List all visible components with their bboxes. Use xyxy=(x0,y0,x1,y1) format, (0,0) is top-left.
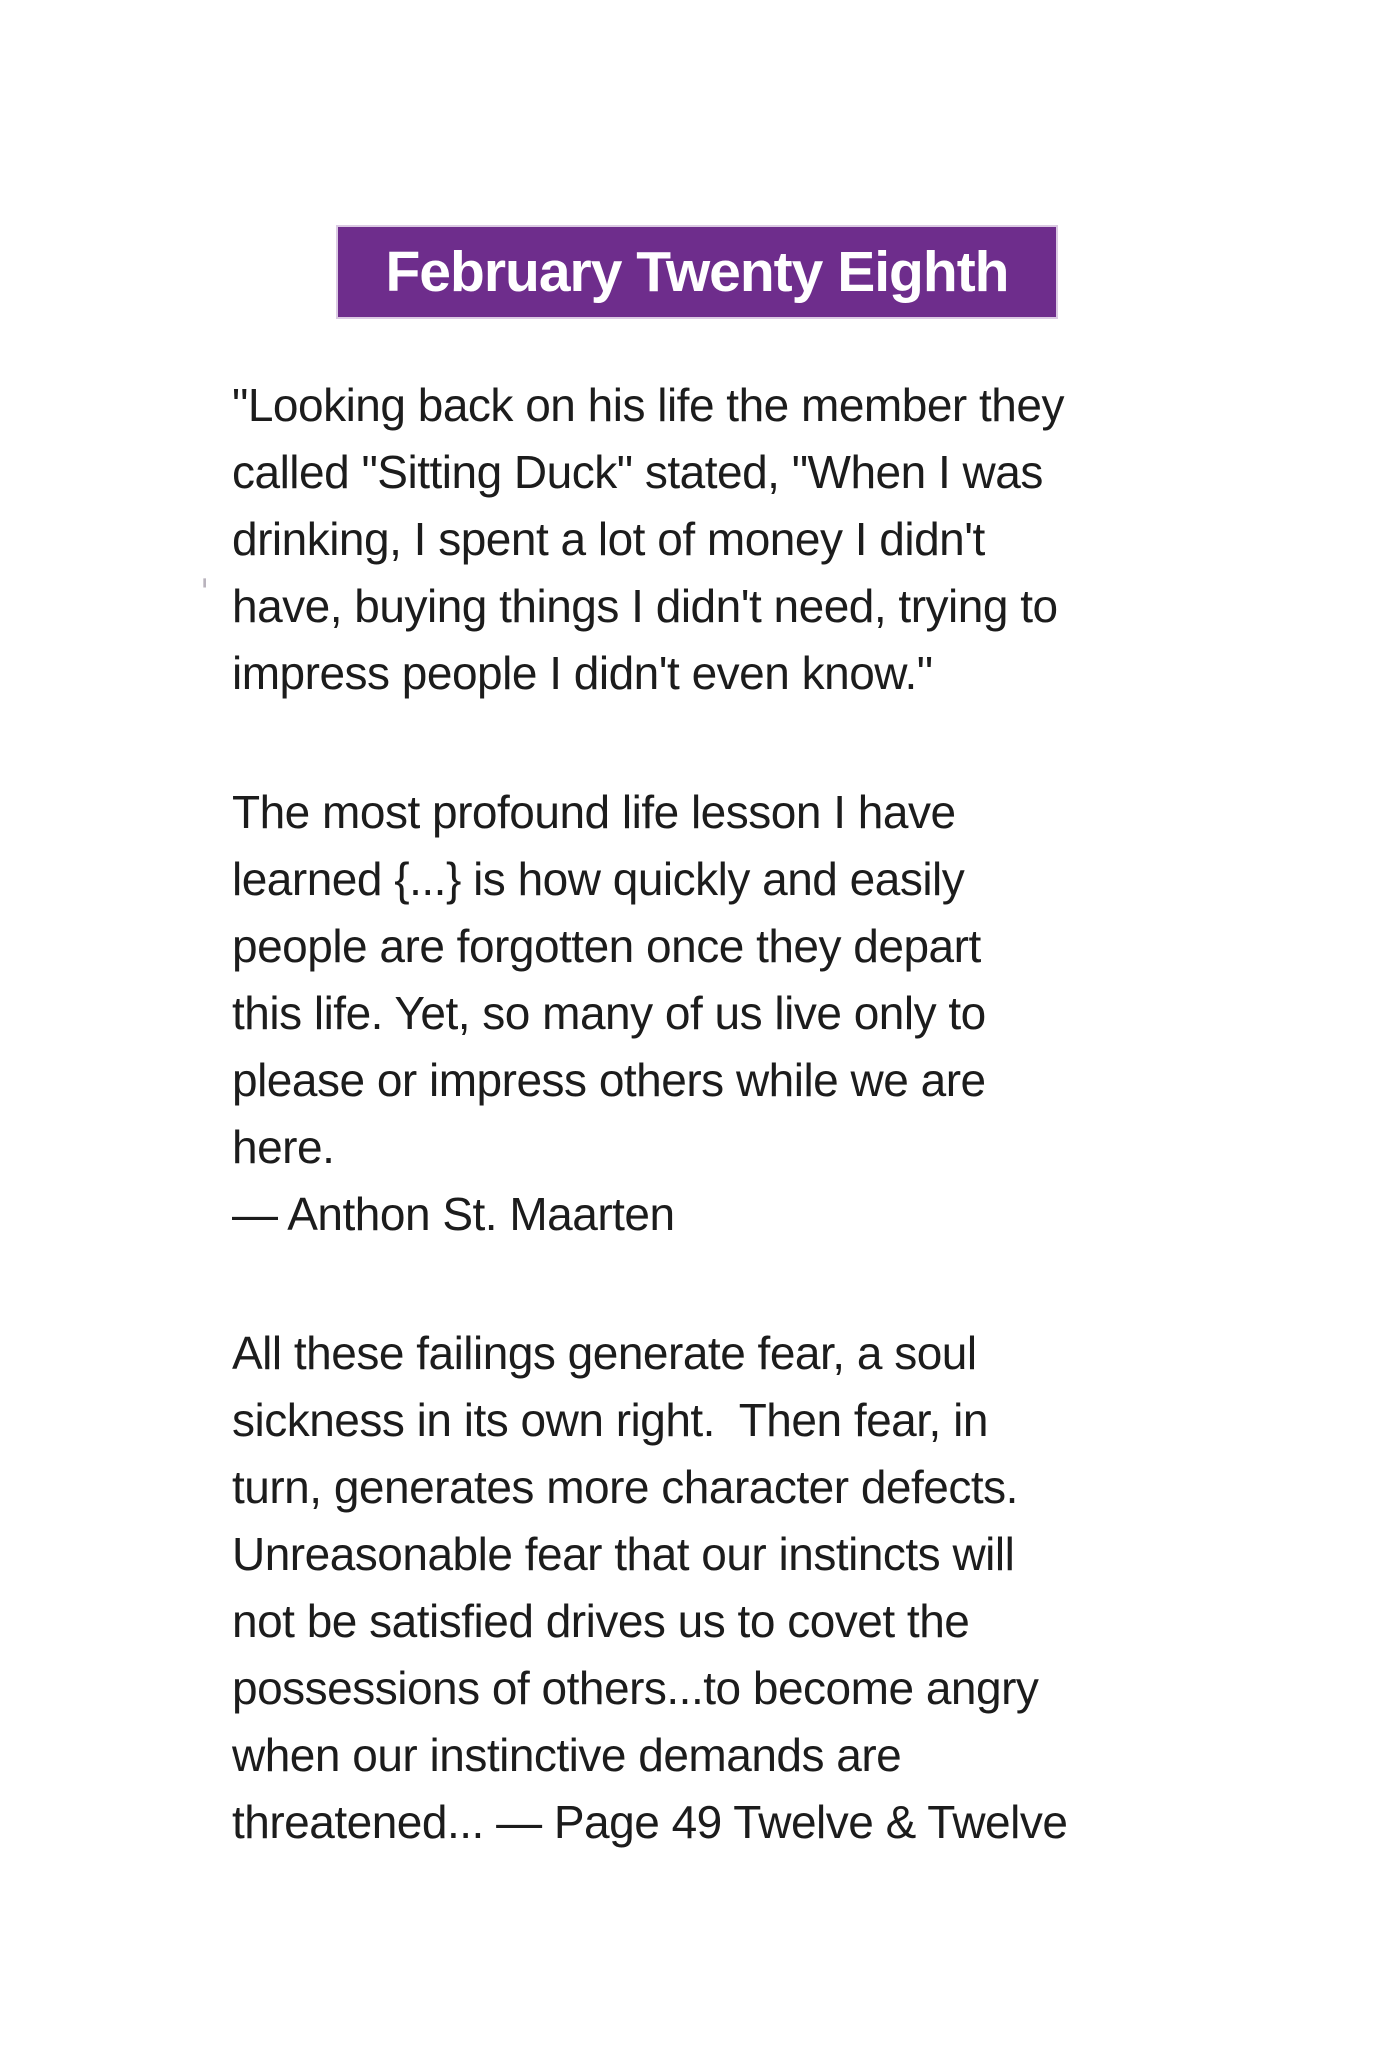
date-title-banner xyxy=(338,227,1056,317)
text-line: not be satisfied drives us to covet the xyxy=(232,1595,970,1647)
attribution-line: — Anthon St. Maarten xyxy=(232,1188,675,1240)
quote-paragraph-anthon-st-maarten xyxy=(232,779,1067,1248)
text-line: The most profound life lesson I have xyxy=(232,786,956,838)
text-line: people are forgotten once they depart xyxy=(232,920,981,972)
page-title: February Twenty Eighth xyxy=(385,240,1009,304)
quote-paragraph-sitting-duck xyxy=(232,372,1067,707)
text-line: here. xyxy=(232,1121,335,1173)
text-line: please or impress others while we are xyxy=(232,1054,986,1106)
text-line: "Looking back on his life the member they xyxy=(232,379,1064,431)
text-line: called "Sitting Duck" stated, "When I was xyxy=(232,446,1043,498)
text-line: learned {...} is how quickly and easily xyxy=(232,853,965,905)
quote-paragraph-twelve-and-twelve xyxy=(232,1320,1067,1856)
attribution-line: threatened... — Page 49 Twelve & Twelve xyxy=(232,1796,1068,1848)
text-line: when our instinctive demands are xyxy=(232,1729,902,1781)
text-line: possessions of others...to become angry xyxy=(232,1662,1039,1714)
text-line: turn, generates more character defects. xyxy=(232,1461,1018,1513)
text-line: All these failings generate fear, a soul xyxy=(232,1327,977,1379)
text-line: this life. Yet, so many of us live only to xyxy=(232,987,986,1039)
text-line: impress people I didn't even know." xyxy=(232,647,933,699)
text-line: have, buying things I didn't need, trying to xyxy=(232,580,1058,632)
text-line: sickness in its own right. Then fear, in xyxy=(232,1394,988,1446)
text-line: drinking, I spent a lot of money I didn't xyxy=(232,513,985,565)
text-line: Unreasonable fear that our instincts will xyxy=(232,1528,1015,1580)
scan-artifact-mark: ' xyxy=(200,572,210,612)
body-text xyxy=(232,372,1067,1928)
